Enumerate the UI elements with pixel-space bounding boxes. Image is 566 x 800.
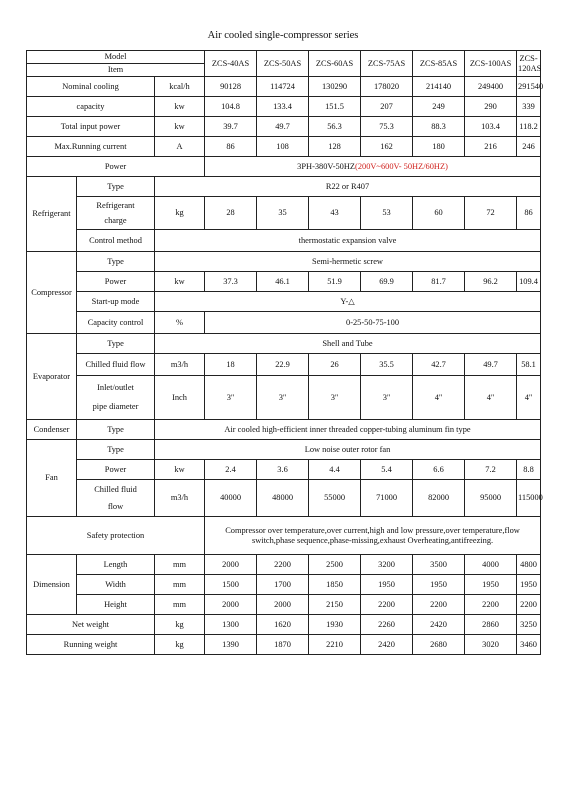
value-cell: 69.9 bbox=[361, 272, 413, 292]
unit-cell: % bbox=[155, 312, 205, 334]
power-supply-main: 3PH-380V-50HZ bbox=[297, 161, 356, 171]
value-cell: 1950 bbox=[361, 575, 413, 595]
value-cell: 109.4 bbox=[517, 272, 541, 292]
value-cell: 3" bbox=[257, 376, 309, 420]
table-row bbox=[27, 517, 541, 555]
value-cell: 2680 bbox=[413, 635, 465, 655]
value-cell: 86 bbox=[517, 197, 541, 230]
value-cell: 37.3 bbox=[205, 272, 257, 292]
value-cell: 4" bbox=[465, 376, 517, 420]
row-label: Chilled fluid flow bbox=[77, 354, 155, 376]
value-cell: 46.1 bbox=[257, 272, 309, 292]
power-supply-value bbox=[205, 157, 541, 177]
value-cell: 151.5 bbox=[309, 97, 361, 117]
model-col-header: ZCS-60AS bbox=[309, 51, 361, 77]
row-label: Capacity control bbox=[77, 312, 155, 334]
value-cell: 103.4 bbox=[465, 117, 517, 137]
unit-cell: mm bbox=[155, 595, 205, 615]
value-cell: 5.4 bbox=[361, 460, 413, 480]
table-row bbox=[27, 197, 541, 230]
row-label: capacity bbox=[27, 97, 155, 117]
unit-cell: m3/h bbox=[155, 480, 205, 517]
row-label bbox=[77, 480, 155, 517]
value-cell: 3" bbox=[309, 376, 361, 420]
value-cell: 26 bbox=[309, 354, 361, 376]
header-item-label: Item bbox=[27, 64, 205, 77]
value-cell: 290 bbox=[465, 97, 517, 117]
value-cell: 108 bbox=[257, 137, 309, 157]
label-line: Chilled fluid bbox=[94, 484, 137, 494]
value-cell: 2260 bbox=[361, 615, 413, 635]
row-label: Safety protection bbox=[27, 517, 205, 555]
value-cell: 75.3 bbox=[361, 117, 413, 137]
label-line: flow bbox=[107, 501, 124, 511]
model-col-header: ZCS-50AS bbox=[257, 51, 309, 77]
value-cell: 1950 bbox=[465, 575, 517, 595]
table-row bbox=[27, 157, 541, 177]
value-cell: 95000 bbox=[465, 480, 517, 517]
table-row bbox=[27, 376, 541, 420]
model-col-header: ZCS-85AS bbox=[413, 51, 465, 77]
value-cell: 180 bbox=[413, 137, 465, 157]
row-label: Width bbox=[77, 575, 155, 595]
group-label-compressor: Compressor bbox=[27, 252, 77, 334]
model-col-header: ZCS-40AS bbox=[205, 51, 257, 77]
value-cell: 3250 bbox=[517, 615, 541, 635]
value-cell: 2200 bbox=[257, 555, 309, 575]
value-cell: 81.7 bbox=[413, 272, 465, 292]
unit-cell: mm bbox=[155, 575, 205, 595]
value-cell: 1930 bbox=[309, 615, 361, 635]
value-cell: 2000 bbox=[205, 555, 257, 575]
table-row bbox=[27, 420, 541, 440]
label-line: pipe diameter bbox=[92, 402, 139, 411]
value-cell: 2200 bbox=[465, 595, 517, 615]
value-cell: 216 bbox=[465, 137, 517, 157]
row-label: Power bbox=[77, 460, 155, 480]
value-cell: 35 bbox=[257, 197, 309, 230]
value-cell: 96.2 bbox=[465, 272, 517, 292]
value-cell: 71000 bbox=[361, 480, 413, 517]
value-cell: 72 bbox=[465, 197, 517, 230]
value-cell: 39.7 bbox=[205, 117, 257, 137]
row-label: Start-up mode bbox=[77, 292, 155, 312]
group-label-refrigerant: Refrigerant bbox=[27, 177, 77, 252]
value-cell: 4" bbox=[413, 376, 465, 420]
text-line: switch,phase sequence,phase-missing,exhaust Overheating,antifreezing. bbox=[251, 535, 494, 545]
table-row bbox=[27, 615, 541, 635]
row-label: Net weight bbox=[27, 615, 155, 635]
value-cell: 58.1 bbox=[517, 354, 541, 376]
table-row bbox=[27, 480, 541, 517]
value-cell: 2200 bbox=[361, 595, 413, 615]
value-cell: 1390 bbox=[205, 635, 257, 655]
group-label-evaporator: Evaporator bbox=[27, 334, 77, 420]
evaporator-type-value: Shell and Tube bbox=[155, 334, 541, 354]
capacity-control-value: 0-25-50-75-100 bbox=[205, 312, 541, 334]
value-cell: 2500 bbox=[309, 555, 361, 575]
value-cell: 3500 bbox=[413, 555, 465, 575]
value-cell: 60 bbox=[413, 197, 465, 230]
row-label: Power bbox=[27, 157, 205, 177]
value-cell: 128 bbox=[309, 137, 361, 157]
value-cell: 214140 bbox=[413, 77, 465, 97]
table-row bbox=[27, 595, 541, 615]
row-label: Length bbox=[77, 555, 155, 575]
row-label: Type bbox=[77, 420, 155, 440]
value-cell: 1500 bbox=[205, 575, 257, 595]
value-cell: 246 bbox=[517, 137, 541, 157]
value-cell: 115000 bbox=[517, 480, 541, 517]
row-label: Height bbox=[77, 595, 155, 615]
row-label: Type bbox=[77, 252, 155, 272]
value-cell: 2000 bbox=[205, 595, 257, 615]
control-method-value: thermostatic expansion valve bbox=[155, 230, 541, 252]
value-cell: 291540 bbox=[517, 77, 541, 97]
refrigerant-type-value: R22 or R407 bbox=[155, 177, 541, 197]
value-cell: 82000 bbox=[413, 480, 465, 517]
value-cell: 1700 bbox=[257, 575, 309, 595]
value-cell: 3200 bbox=[361, 555, 413, 575]
value-cell: 114724 bbox=[257, 77, 309, 97]
unit-cell: kg bbox=[155, 197, 205, 230]
fan-type-value: Low noise outer rotor fan bbox=[155, 440, 541, 460]
table-row bbox=[27, 117, 541, 137]
unit-cell: kw bbox=[155, 460, 205, 480]
value-cell: 3020 bbox=[465, 635, 517, 655]
table-row bbox=[27, 354, 541, 376]
value-cell: 178020 bbox=[361, 77, 413, 97]
row-label: Running weight bbox=[27, 635, 155, 655]
value-cell: 2.4 bbox=[205, 460, 257, 480]
page-title: Air cooled single-compressor series bbox=[207, 30, 359, 41]
table-row bbox=[27, 77, 541, 97]
table-row bbox=[27, 230, 541, 252]
value-cell: 28 bbox=[205, 197, 257, 230]
row-label: Type bbox=[77, 177, 155, 197]
group-label-dimension: Dimension bbox=[27, 555, 77, 615]
value-cell: 249400 bbox=[465, 77, 517, 97]
value-cell: 133.4 bbox=[257, 97, 309, 117]
value-cell: 4000 bbox=[465, 555, 517, 575]
row-label: Max.Running current bbox=[27, 137, 155, 157]
value-cell: 339 bbox=[517, 97, 541, 117]
table-row bbox=[27, 635, 541, 655]
value-cell: 7.2 bbox=[465, 460, 517, 480]
value-cell: 35.5 bbox=[361, 354, 413, 376]
label-line: charge bbox=[104, 215, 127, 225]
table-row bbox=[27, 575, 541, 595]
unit-cell: A bbox=[155, 137, 205, 157]
value-cell: 249 bbox=[413, 97, 465, 117]
table-row bbox=[27, 334, 541, 354]
value-cell: 6.6 bbox=[413, 460, 465, 480]
spec-table bbox=[26, 50, 544, 655]
value-cell: 104.8 bbox=[205, 97, 257, 117]
safety-protection-value bbox=[205, 517, 541, 555]
value-cell: 3" bbox=[361, 376, 413, 420]
value-cell: 3.6 bbox=[257, 460, 309, 480]
unit-cell: kg bbox=[155, 615, 205, 635]
value-cell: 2420 bbox=[413, 615, 465, 635]
value-cell: 53 bbox=[361, 197, 413, 230]
table-row bbox=[27, 460, 541, 480]
value-cell: 8.8 bbox=[517, 460, 541, 480]
value-cell: 1850 bbox=[309, 575, 361, 595]
value-cell: 1870 bbox=[257, 635, 309, 655]
value-cell: 22.9 bbox=[257, 354, 309, 376]
unit-cell: kw bbox=[155, 272, 205, 292]
power-supply-range: (200V~600V- 50HZ/60HZ) bbox=[355, 161, 448, 171]
table-row bbox=[27, 440, 541, 460]
value-cell: 2000 bbox=[257, 595, 309, 615]
value-cell: 162 bbox=[361, 137, 413, 157]
row-label: Power bbox=[77, 272, 155, 292]
header-model-label: Model bbox=[27, 51, 205, 64]
value-cell: 55000 bbox=[309, 480, 361, 517]
table-row bbox=[27, 97, 541, 117]
value-cell: 18 bbox=[205, 354, 257, 376]
value-cell: 51.9 bbox=[309, 272, 361, 292]
value-cell: 3" bbox=[205, 376, 257, 420]
value-cell: 86 bbox=[205, 137, 257, 157]
table-row bbox=[27, 272, 541, 292]
value-cell: 130290 bbox=[309, 77, 361, 97]
value-cell: 56.3 bbox=[309, 117, 361, 137]
table-row bbox=[27, 177, 541, 197]
unit-cell: kg bbox=[155, 635, 205, 655]
value-cell: 90128 bbox=[205, 77, 257, 97]
value-cell: 207 bbox=[361, 97, 413, 117]
table-row bbox=[27, 292, 541, 312]
value-cell: 1620 bbox=[257, 615, 309, 635]
group-label-condenser: Condenser bbox=[27, 420, 77, 440]
startup-mode-value: Y-△ bbox=[155, 292, 541, 312]
unit-cell: mm bbox=[155, 555, 205, 575]
unit-cell: kw bbox=[155, 97, 205, 117]
row-label: Total input power bbox=[27, 117, 155, 137]
group-label-fan: Fan bbox=[27, 440, 77, 517]
row-label: Type bbox=[77, 334, 155, 354]
value-cell: 1300 bbox=[205, 615, 257, 635]
value-cell: 4.4 bbox=[309, 460, 361, 480]
model-col-header: ZCS-75AS bbox=[361, 51, 413, 77]
value-cell: 40000 bbox=[205, 480, 257, 517]
table-row bbox=[27, 555, 541, 575]
value-cell: 88.3 bbox=[413, 117, 465, 137]
row-label bbox=[77, 376, 155, 420]
label-line: Refrigerant bbox=[96, 200, 135, 210]
value-cell: 49.7 bbox=[257, 117, 309, 137]
unit-cell: m3/h bbox=[155, 354, 205, 376]
row-label: Control method bbox=[77, 230, 155, 252]
value-cell: 2860 bbox=[465, 615, 517, 635]
row-label: Nominal cooling bbox=[27, 77, 155, 97]
value-cell: 49.7 bbox=[465, 354, 517, 376]
unit-cell: kcal/h bbox=[155, 77, 205, 97]
value-cell: 2150 bbox=[309, 595, 361, 615]
table-row bbox=[27, 312, 541, 334]
value-cell: 1950 bbox=[517, 575, 541, 595]
value-cell: 118.2 bbox=[517, 117, 541, 137]
row-label bbox=[77, 197, 155, 230]
value-cell: 48000 bbox=[257, 480, 309, 517]
value-cell: 2210 bbox=[309, 635, 361, 655]
value-cell: 2200 bbox=[413, 595, 465, 615]
value-cell: 3460 bbox=[517, 635, 541, 655]
value-cell: 4800 bbox=[517, 555, 541, 575]
model-col-header: ZCS-120AS bbox=[517, 51, 541, 77]
value-cell: 43 bbox=[309, 197, 361, 230]
table-row bbox=[27, 252, 541, 272]
text-line: Compressor over temperature,over current,high and low pressure,over temperature,flow bbox=[225, 525, 520, 535]
value-cell: 42.7 bbox=[413, 354, 465, 376]
model-col-header: ZCS-100AS bbox=[465, 51, 517, 77]
unit-cell: kw bbox=[155, 117, 205, 137]
condenser-type-value: Air cooled high-efficient inner threaded copper-tubing aluminum fin type bbox=[155, 420, 541, 440]
row-label: Type bbox=[77, 440, 155, 460]
label-line: Inlet/outlet bbox=[97, 383, 134, 393]
value-cell: 2200 bbox=[517, 595, 541, 615]
value-cell: 1950 bbox=[413, 575, 465, 595]
table-row bbox=[27, 137, 541, 157]
value-cell: 2420 bbox=[361, 635, 413, 655]
unit-cell: Inch bbox=[155, 376, 205, 420]
value-cell: 4" bbox=[517, 376, 541, 420]
compressor-type-value: Semi-hermetic screw bbox=[155, 252, 541, 272]
